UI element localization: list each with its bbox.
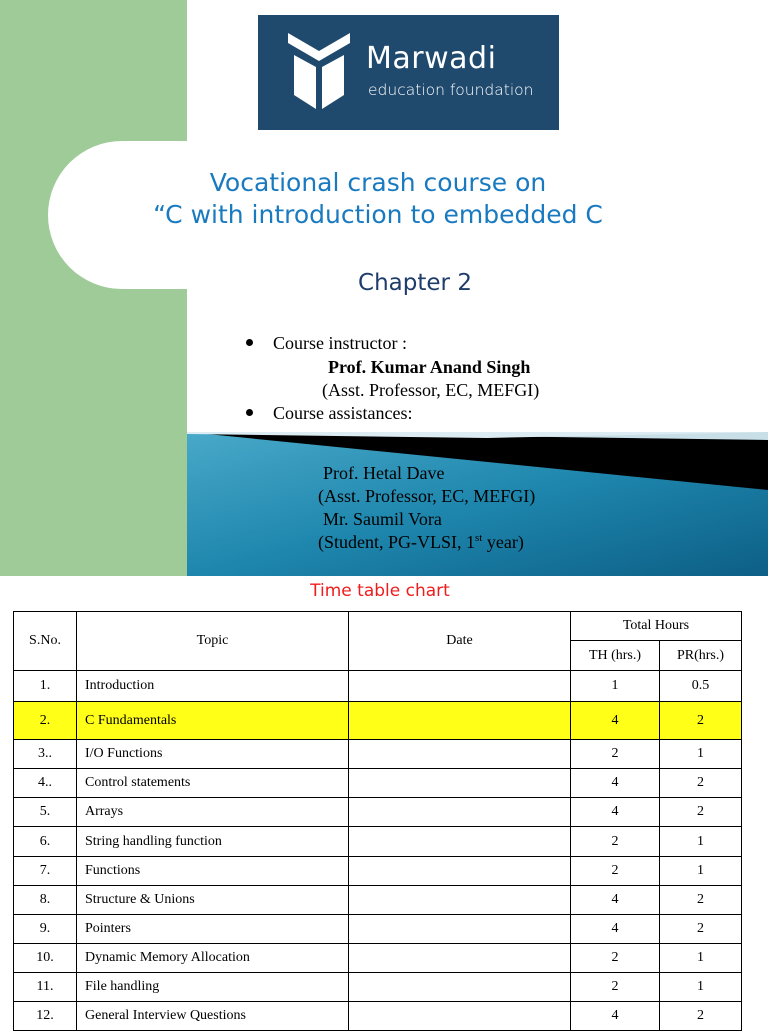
cell-sno: 5. — [14, 798, 77, 827]
table-row — [14, 740, 742, 769]
cell-sno: 8. — [14, 886, 77, 915]
assistant-2-name: Mr. Saumil Vora — [323, 509, 442, 529]
table-row — [14, 702, 742, 740]
cell-pr: 1 — [660, 973, 742, 1002]
instructor-label: Course instructor : — [273, 333, 407, 353]
cell-th: 2 — [571, 944, 660, 973]
cell-th: 2 — [571, 827, 660, 857]
cell-topic: General Interview Questions — [77, 1002, 349, 1031]
assistant-2-role-suffix: year) — [482, 532, 524, 552]
cell-sno: 7. — [14, 857, 77, 886]
cell-pr: 1 — [660, 944, 742, 973]
cell-sno: 3.. — [14, 740, 77, 769]
instructor-bullet — [246, 333, 407, 354]
assistant-1-role: (Asst. Professor, EC, MEFGI) — [318, 486, 536, 506]
instructor-name: Prof. Kumar Anand Singh — [328, 357, 531, 377]
marwadi-emblem-icon — [288, 33, 350, 113]
cell-topic: Structure & Unions — [77, 886, 349, 915]
cell-topic: Arrays — [77, 798, 349, 827]
cell-topic: I/O Functions — [77, 740, 349, 769]
course-title-line-2: “C with introduction to embedded C — [153, 200, 603, 229]
cell-th: 4 — [571, 769, 660, 798]
bullet-icon — [246, 409, 253, 416]
cell-th: 4 — [571, 915, 660, 944]
cell-pr: 2 — [660, 798, 742, 827]
cell-topic: Control statements — [77, 769, 349, 798]
cell-date — [349, 769, 571, 798]
header-total-hours: Total Hours — [571, 612, 742, 641]
cell-pr: 2 — [660, 886, 742, 915]
header-topic: Topic — [77, 612, 349, 671]
cell-topic: C Fundamentals — [77, 702, 349, 740]
cell-sno: 11. — [14, 973, 77, 1002]
cell-th: 2 — [571, 973, 660, 1002]
cell-th: 4 — [571, 1002, 660, 1031]
cell-date — [349, 857, 571, 886]
instructor-role: (Asst. Professor, EC, MEFGI) — [322, 380, 540, 400]
logo-tagline: education foundation — [368, 81, 534, 99]
header-date: Date — [349, 612, 571, 671]
table-row — [14, 798, 742, 827]
logo-wordmark: Marwadi — [366, 41, 497, 76]
marwadi-logo — [258, 15, 559, 130]
cell-pr: 1 — [660, 827, 742, 857]
cell-pr: 2 — [660, 915, 742, 944]
table-row — [14, 973, 742, 1002]
chapter-heading: Chapter 2 — [358, 270, 472, 296]
table-header-row — [14, 612, 742, 641]
table-row — [14, 671, 742, 702]
table-row — [14, 944, 742, 973]
cell-topic: File handling — [77, 973, 349, 1002]
cell-sno: 6. — [14, 827, 77, 857]
cell-topic: Introduction — [77, 671, 349, 702]
assistants-bullet — [246, 403, 412, 424]
course-title-line-1: Vocational crash course on — [209, 168, 547, 197]
table-row — [14, 857, 742, 886]
cell-date — [349, 702, 571, 740]
assistant-2-role — [318, 532, 524, 553]
cell-sno: 4.. — [14, 769, 77, 798]
table-row — [14, 827, 742, 857]
timetable — [13, 611, 742, 1031]
table-row — [14, 1002, 742, 1031]
cell-date — [349, 944, 571, 973]
cell-date — [349, 1002, 571, 1031]
cell-date — [349, 886, 571, 915]
cell-sno: 9. — [14, 915, 77, 944]
cell-pr: 2 — [660, 702, 742, 740]
cell-pr: 2 — [660, 769, 742, 798]
cell-pr: 0.5 — [660, 671, 742, 702]
cell-th: 4 — [571, 798, 660, 827]
cell-date — [349, 915, 571, 944]
assistants-label: Course assistances: — [273, 403, 413, 423]
cell-date — [349, 740, 571, 769]
cell-date — [349, 671, 571, 702]
header-sno: S.No. — [14, 612, 77, 671]
cell-sno: 1. — [14, 671, 77, 702]
table-row — [14, 915, 742, 944]
cell-th: 1 — [571, 671, 660, 702]
bullet-icon — [246, 339, 253, 346]
cell-topic: Pointers — [77, 915, 349, 944]
cell-th: 2 — [571, 740, 660, 769]
assistant-1-name: Prof. Hetal Dave — [323, 463, 445, 483]
cell-date — [349, 798, 571, 827]
header-th: TH (hrs.) — [571, 641, 660, 671]
assistant-2-role-prefix: (Student, PG-VLSI, 1 — [318, 532, 475, 552]
cell-th: 4 — [571, 886, 660, 915]
cell-date — [349, 973, 571, 1002]
cell-topic: Dynamic Memory Allocation — [77, 944, 349, 973]
cell-topic: Functions — [77, 857, 349, 886]
table-row — [14, 886, 742, 915]
cell-sno: 2. — [14, 702, 77, 740]
cell-pr: 1 — [660, 857, 742, 886]
cell-th: 4 — [571, 702, 660, 740]
assistant-2-role-sup: st — [475, 532, 483, 544]
timetable-title: Time table chart — [310, 581, 450, 601]
cell-sno: 12. — [14, 1002, 77, 1031]
cell-th: 2 — [571, 857, 660, 886]
header-pr: PR(hrs.) — [660, 641, 742, 671]
cell-date — [349, 827, 571, 857]
cell-topic: String handling function — [77, 827, 349, 857]
cell-pr: 2 — [660, 1002, 742, 1031]
cell-pr: 1 — [660, 740, 742, 769]
table-row — [14, 769, 742, 798]
cell-sno: 10. — [14, 944, 77, 973]
